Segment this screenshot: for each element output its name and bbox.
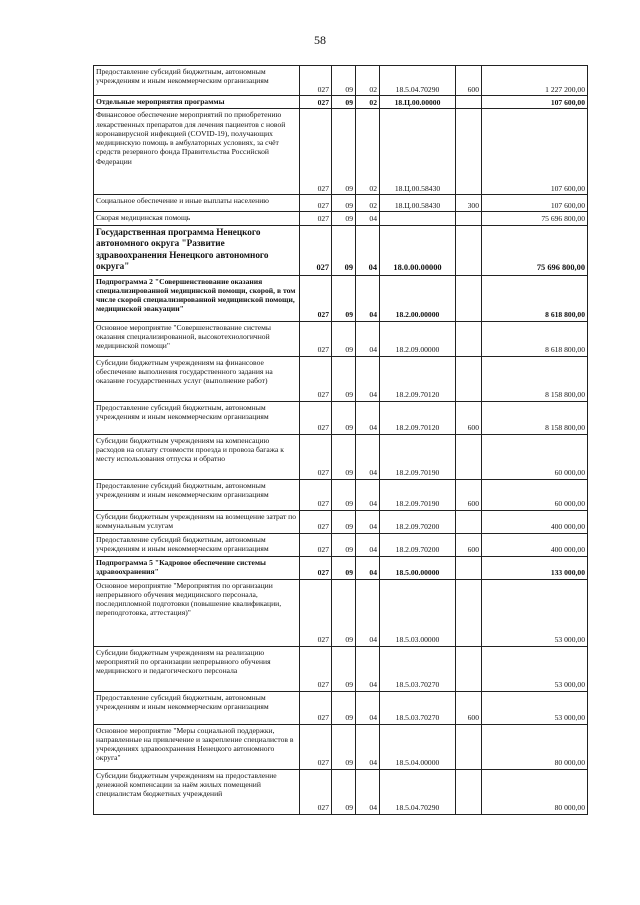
row-csr-cell: 18.2.09.70120 — [380, 356, 456, 401]
row-name-cell: Предоставление субсидий бюджетным, автономным учреждениям и иным некоммерческим организациям — [94, 691, 300, 724]
table-row — [94, 401, 588, 434]
table-row — [94, 434, 588, 479]
row-name-cell: Основное мероприятие "Мероприятия по организации непрерывного обучения медицинского персонала, последипломной подготовки (повышение квалификации, переподготовка, аттестация)" — [94, 579, 300, 646]
row-csr-cell: 18.5.03.70270 — [380, 646, 456, 691]
row-csr-cell: 18.Ц.00.58430 — [380, 109, 456, 195]
row-csr-cell: 18.2.09.70200 — [380, 510, 456, 533]
row-grbs-cell: 027 — [300, 195, 332, 212]
row-vr-cell — [456, 96, 482, 109]
row-grbs-cell: 027 — [300, 479, 332, 510]
table-row — [94, 195, 588, 212]
table-row — [94, 96, 588, 109]
row-amount-cell: 400 000,00 — [482, 510, 588, 533]
row-name-cell: Подпрограмма 5 "Кадровое обеспечение системы здравоохранения" — [94, 556, 300, 579]
row-vr-cell — [456, 275, 482, 321]
row-amount-cell: 75 696 800,00 — [482, 212, 588, 225]
row-grbs-cell: 027 — [300, 321, 332, 356]
row-rz-cell: 09 — [332, 109, 356, 195]
row-pr-cell: 04 — [356, 225, 380, 275]
row-pr-cell: 04 — [356, 724, 380, 769]
row-amount-cell: 60 000,00 — [482, 479, 588, 510]
row-rz-cell: 09 — [332, 646, 356, 691]
row-vr-cell: 600 — [456, 533, 482, 556]
row-name-cell: Государственная программа Ненецкого автономного округа "Развитие здравоохранения Ненецкого автономного округа" — [94, 225, 300, 275]
row-name-cell: Предоставление субсидий бюджетным, автономным учреждениям и иным некоммерческим организациям — [94, 66, 300, 96]
table-row — [94, 356, 588, 401]
row-rz-cell: 09 — [332, 225, 356, 275]
row-grbs-cell: 027 — [300, 401, 332, 434]
row-name-cell: Субсидии бюджетным учреждениям на предоставление денежной компенсации за наём жилых помещений специалистам бюджетных учреждений — [94, 769, 300, 814]
row-amount-cell: 107 600,00 — [482, 96, 588, 109]
row-rz-cell: 09 — [332, 556, 356, 579]
row-amount-cell: 8 618 800,00 — [482, 275, 588, 321]
row-amount-cell: 133 000,00 — [482, 556, 588, 579]
row-amount-cell: 400 000,00 — [482, 533, 588, 556]
row-amount-cell: 53 000,00 — [482, 691, 588, 724]
row-amount-cell: 8 158 800,00 — [482, 401, 588, 434]
row-csr-cell: 18.Ц.00.58430 — [380, 195, 456, 212]
row-csr-cell: 18.2.00.00000 — [380, 275, 456, 321]
page-number: 58 — [314, 33, 326, 47]
row-pr-cell: 04 — [356, 510, 380, 533]
row-rz-cell: 09 — [332, 724, 356, 769]
row-amount-cell: 8 618 800,00 — [482, 321, 588, 356]
budget-table — [93, 65, 588, 815]
row-name-cell: Предоставление субсидий бюджетным, автономным учреждениям и иным некоммерческим организациям — [94, 479, 300, 510]
table-row — [94, 769, 588, 814]
row-pr-cell: 02 — [356, 109, 380, 195]
row-name-cell: Скорая медицинская помощь — [94, 212, 300, 225]
row-vr-cell — [456, 225, 482, 275]
row-grbs-cell: 027 — [300, 96, 332, 109]
row-csr-cell: 18.2.09.70120 — [380, 401, 456, 434]
row-pr-cell: 04 — [356, 769, 380, 814]
row-pr-cell: 04 — [356, 479, 380, 510]
row-rz-cell: 09 — [332, 691, 356, 724]
table-row — [94, 510, 588, 533]
table-row — [94, 275, 588, 321]
row-name-cell: Социальное обеспечение и иные выплаты населению — [94, 195, 300, 212]
row-rz-cell: 09 — [332, 579, 356, 646]
table-row — [94, 533, 588, 556]
row-pr-cell: 04 — [356, 533, 380, 556]
table-row — [94, 109, 588, 195]
row-name-cell: Подпрограмма 2 "Совершенствование оказания специализированной медицинской помощи, скорой, в том числе скорой специализированной медицинской помощи, медицинской эвакуации" — [94, 275, 300, 321]
row-rz-cell: 09 — [332, 401, 356, 434]
row-pr-cell: 02 — [356, 195, 380, 212]
row-grbs-cell: 027 — [300, 646, 332, 691]
row-pr-cell: 02 — [356, 66, 380, 96]
table-row — [94, 225, 588, 275]
row-csr-cell: 18.5.04.00000 — [380, 724, 456, 769]
row-amount-cell: 107 600,00 — [482, 195, 588, 212]
row-csr-cell: 18.5.04.70290 — [380, 66, 456, 96]
row-grbs-cell: 027 — [300, 66, 332, 96]
row-grbs-cell: 027 — [300, 434, 332, 479]
row-rz-cell: 09 — [332, 66, 356, 96]
row-grbs-cell: 027 — [300, 769, 332, 814]
table-body — [94, 66, 588, 815]
row-rz-cell: 09 — [332, 195, 356, 212]
row-pr-cell: 04 — [356, 434, 380, 479]
row-rz-cell: 09 — [332, 275, 356, 321]
row-amount-cell: 60 000,00 — [482, 434, 588, 479]
row-grbs-cell: 027 — [300, 533, 332, 556]
row-amount-cell: 8 158 800,00 — [482, 356, 588, 401]
row-vr-cell: 600 — [456, 401, 482, 434]
row-vr-cell — [456, 510, 482, 533]
row-amount-cell: 53 000,00 — [482, 646, 588, 691]
table-row — [94, 691, 588, 724]
row-csr-cell: 18.5.00.00000 — [380, 556, 456, 579]
row-pr-cell: 04 — [356, 691, 380, 724]
row-csr-cell: 18.0.00.00000 — [380, 225, 456, 275]
row-rz-cell: 09 — [332, 356, 356, 401]
row-vr-cell — [456, 356, 482, 401]
row-name-cell: Предоставление субсидий бюджетным, автономным учреждениям и иным некоммерческим организациям — [94, 533, 300, 556]
row-csr-cell: 18.2.09.00000 — [380, 321, 456, 356]
row-pr-cell: 04 — [356, 356, 380, 401]
row-vr-cell — [456, 579, 482, 646]
row-pr-cell: 04 — [356, 321, 380, 356]
row-csr-cell — [380, 212, 456, 225]
row-rz-cell: 09 — [332, 479, 356, 510]
row-name-cell: Субсидии бюджетным учреждениям на реализацию мероприятий по организации непрерывного обучения медицинского и педагогического персонала — [94, 646, 300, 691]
row-pr-cell: 02 — [356, 96, 380, 109]
row-vr-cell: 600 — [456, 66, 482, 96]
table-row — [94, 556, 588, 579]
row-csr-cell: 18.2.09.70200 — [380, 533, 456, 556]
row-grbs-cell: 027 — [300, 275, 332, 321]
row-rz-cell: 09 — [332, 769, 356, 814]
row-grbs-cell: 027 — [300, 579, 332, 646]
table-row — [94, 212, 588, 225]
table-row — [94, 579, 588, 646]
row-name-cell: Субсидии бюджетным учреждениям на возмещение затрат по коммунальным услугам — [94, 510, 300, 533]
row-rz-cell: 09 — [332, 434, 356, 479]
row-rz-cell: 09 — [332, 510, 356, 533]
row-vr-cell — [456, 724, 482, 769]
row-pr-cell: 04 — [356, 401, 380, 434]
row-amount-cell: 107 600,00 — [482, 109, 588, 195]
row-amount-cell: 1 227 200,00 — [482, 66, 588, 96]
row-grbs-cell: 027 — [300, 556, 332, 579]
row-grbs-cell: 027 — [300, 225, 332, 275]
table-row — [94, 321, 588, 356]
row-vr-cell — [456, 769, 482, 814]
row-name-cell: Отдельные мероприятия программы — [94, 96, 300, 109]
row-vr-cell — [456, 434, 482, 479]
row-csr-cell: 18.5.04.70290 — [380, 769, 456, 814]
row-rz-cell: 09 — [332, 212, 356, 225]
row-rz-cell: 09 — [332, 96, 356, 109]
row-vr-cell — [456, 321, 482, 356]
table-row — [94, 479, 588, 510]
row-csr-cell: 18.2.09.70190 — [380, 479, 456, 510]
row-name-cell: Субсидии бюджетным учреждениям на компенсацию расходов на оплату стоимости проезда и провоза багажа к месту использования отпуска и обратно — [94, 434, 300, 479]
row-grbs-cell: 027 — [300, 109, 332, 195]
row-vr-cell: 300 — [456, 195, 482, 212]
row-grbs-cell: 027 — [300, 212, 332, 225]
row-pr-cell: 04 — [356, 275, 380, 321]
table-row — [94, 66, 588, 96]
row-name-cell: Основное мероприятие "Меры социальной поддержки, направленные на привлечение и закрепление специалистов в учреждениях здравоохранения Ненецкого автономного округа" — [94, 724, 300, 769]
table-row — [94, 646, 588, 691]
row-amount-cell: 53 000,00 — [482, 579, 588, 646]
row-vr-cell — [456, 109, 482, 195]
row-name-cell: Финансовое обеспечение мероприятий по приобретению лекарственных препаратов для лечения пациентов с новой коронавирусной инфекцией (COVID-19), получающих медицинскую помощь в амбулаторных условиях, за счёт средств резервного фонда Правительства Российской Федерации — [94, 109, 300, 195]
row-csr-cell: 18.5.03.00000 — [380, 579, 456, 646]
row-rz-cell: 09 — [332, 321, 356, 356]
row-name-cell: Основное мероприятие "Совершенствование системы оказания специализированной, высокотехнологичной медицинской помощи" — [94, 321, 300, 356]
row-rz-cell: 09 — [332, 533, 356, 556]
row-csr-cell: 18.5.03.70270 — [380, 691, 456, 724]
row-name-cell: Субсидии бюджетным учреждениям на финансовое обеспечение выполнения государственного задания на оказание государственных услуг (выполнение работ) — [94, 356, 300, 401]
row-csr-cell: 18.Ц.00.00000 — [380, 96, 456, 109]
row-amount-cell: 75 696 800,00 — [482, 225, 588, 275]
row-grbs-cell: 027 — [300, 724, 332, 769]
row-grbs-cell: 027 — [300, 510, 332, 533]
row-pr-cell: 04 — [356, 212, 380, 225]
row-grbs-cell: 027 — [300, 691, 332, 724]
row-amount-cell: 80 000,00 — [482, 724, 588, 769]
row-pr-cell: 04 — [356, 579, 380, 646]
table-row — [94, 724, 588, 769]
row-pr-cell: 04 — [356, 556, 380, 579]
row-grbs-cell: 027 — [300, 356, 332, 401]
row-csr-cell: 18.2.09.70190 — [380, 434, 456, 479]
row-vr-cell — [456, 212, 482, 225]
row-vr-cell: 600 — [456, 691, 482, 724]
row-pr-cell: 04 — [356, 646, 380, 691]
row-name-cell: Предоставление субсидий бюджетным, автономным учреждениям и иным некоммерческим организациям — [94, 401, 300, 434]
row-vr-cell — [456, 646, 482, 691]
row-vr-cell — [456, 556, 482, 579]
row-vr-cell: 600 — [456, 479, 482, 510]
row-amount-cell: 80 000,00 — [482, 769, 588, 814]
